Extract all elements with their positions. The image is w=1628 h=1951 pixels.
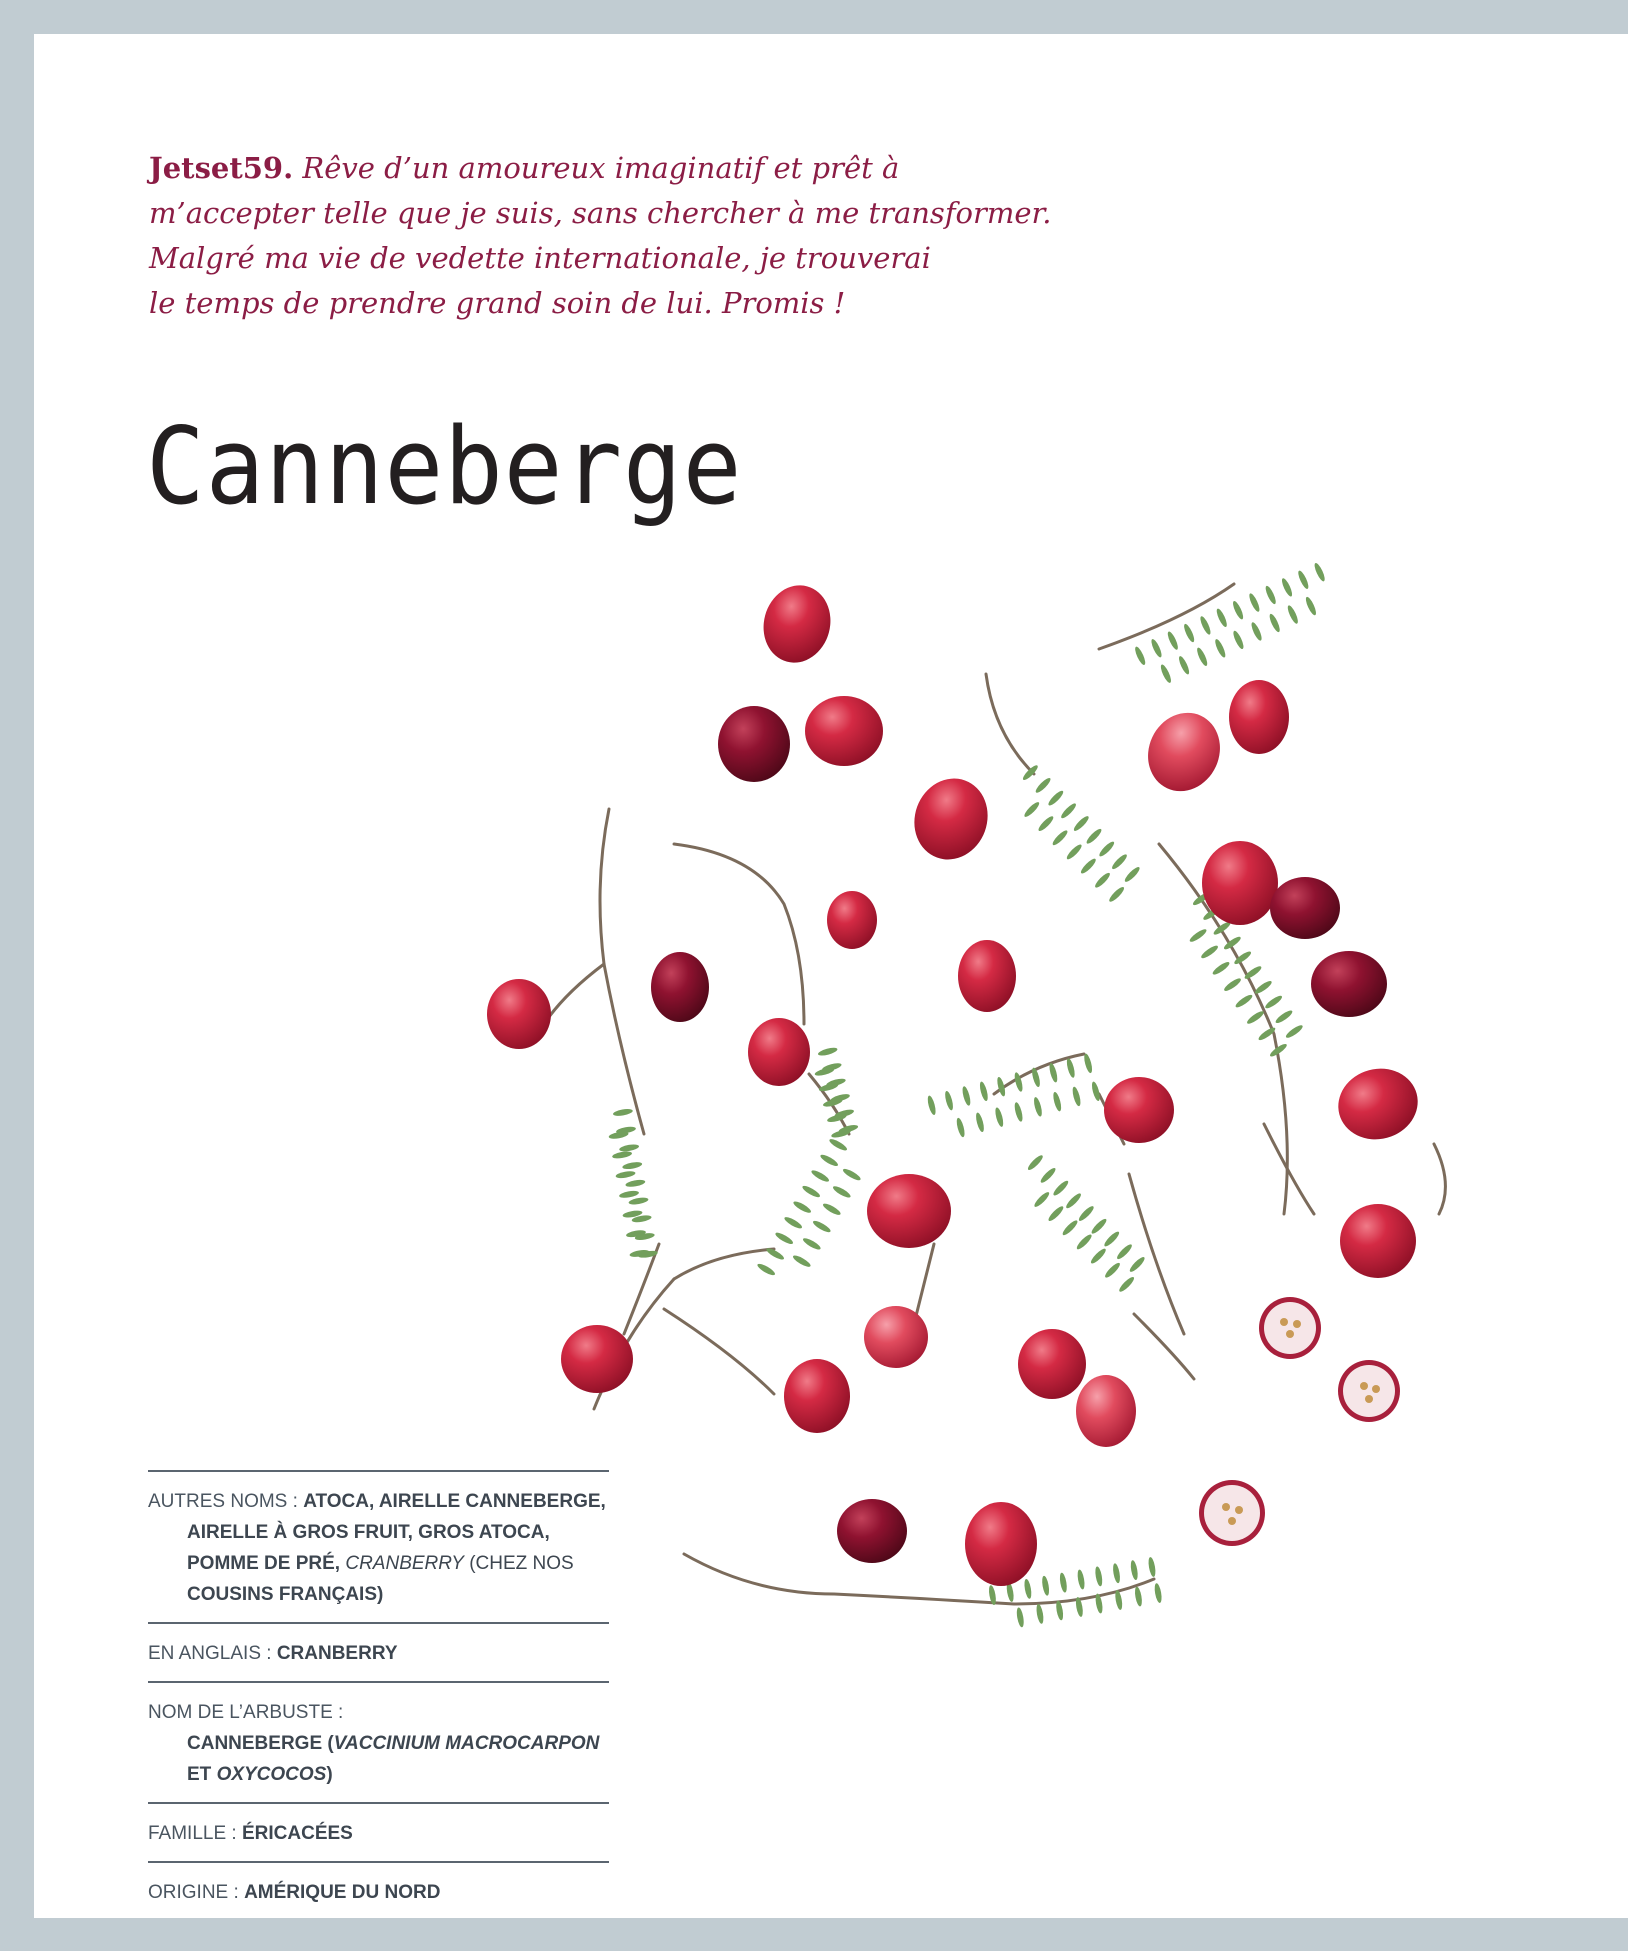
- info-row-origine: [148, 1863, 609, 1918]
- anglais-label: EN ANGLAIS :: [148, 1643, 277, 1664]
- intro-line-3: Malgré ma vie de vedette internationale, je trouverai: [149, 241, 931, 275]
- arbuste-line-1a: CANNEBERGE (: [187, 1733, 334, 1754]
- famille-value: ÉRICACÉES: [241, 1823, 353, 1844]
- stems: [544, 584, 1445, 1604]
- autres-noms-line-2: AIRELLE À GROS FRUIT, GROS ATOCA,: [187, 1522, 550, 1543]
- autres-noms-line-3a: POMME DE PRÉ,: [187, 1553, 346, 1574]
- arbuste-line-2a: ET: [187, 1764, 217, 1785]
- intro-line-1: Rêve d’un amoureux imaginatif et prêt à: [293, 151, 900, 185]
- info-row-arbuste: [148, 1683, 609, 1804]
- anglais-value: CRANBERRY: [276, 1643, 398, 1664]
- sprigs: [608, 562, 1326, 1628]
- arbuste-line-2b: OXYCOCOS: [216, 1764, 327, 1785]
- arbuste-line-2c: ): [326, 1764, 333, 1785]
- famille-label: FAMILLE :: [148, 1823, 242, 1844]
- page-title: Canneberge: [146, 405, 743, 528]
- intro-line-2: m’accepter telle que je suis, sans chercher à me transformer.: [149, 196, 1052, 230]
- autres-noms-label: AUTRES NOMS :: [148, 1491, 304, 1512]
- page: [34, 34, 1628, 1918]
- origine-value: AMÉRIQUE DU NORD: [244, 1882, 441, 1903]
- intro-alias: Jetset59.: [149, 151, 294, 185]
- autres-noms-line-3c: (CHEZ NOS: [463, 1553, 574, 1574]
- arbuste-label: NOM DE L’ARBUSTE :: [148, 1702, 344, 1723]
- info-row-famille: [148, 1804, 609, 1863]
- info-box: [148, 1470, 609, 1918]
- info-row-anglais: [148, 1624, 609, 1683]
- arbuste-line-1b: VACCINIUM MACROCARPON: [333, 1733, 600, 1754]
- info-row-autres-noms: [148, 1472, 609, 1624]
- autres-noms-line-4: COUSINS FRANÇAIS): [187, 1584, 384, 1605]
- cut-berries: [1199, 1297, 1400, 1546]
- autres-noms-line-3b: CRANBERRY: [345, 1553, 464, 1574]
- origine-label: ORIGINE :: [148, 1882, 245, 1903]
- intro-line-4: le temps de prendre grand soin de lui. Promis !: [149, 286, 846, 320]
- autres-noms-line-1: ATOCA, AIRELLE CANNEBERGE,: [303, 1491, 606, 1512]
- berries: [487, 578, 1426, 1586]
